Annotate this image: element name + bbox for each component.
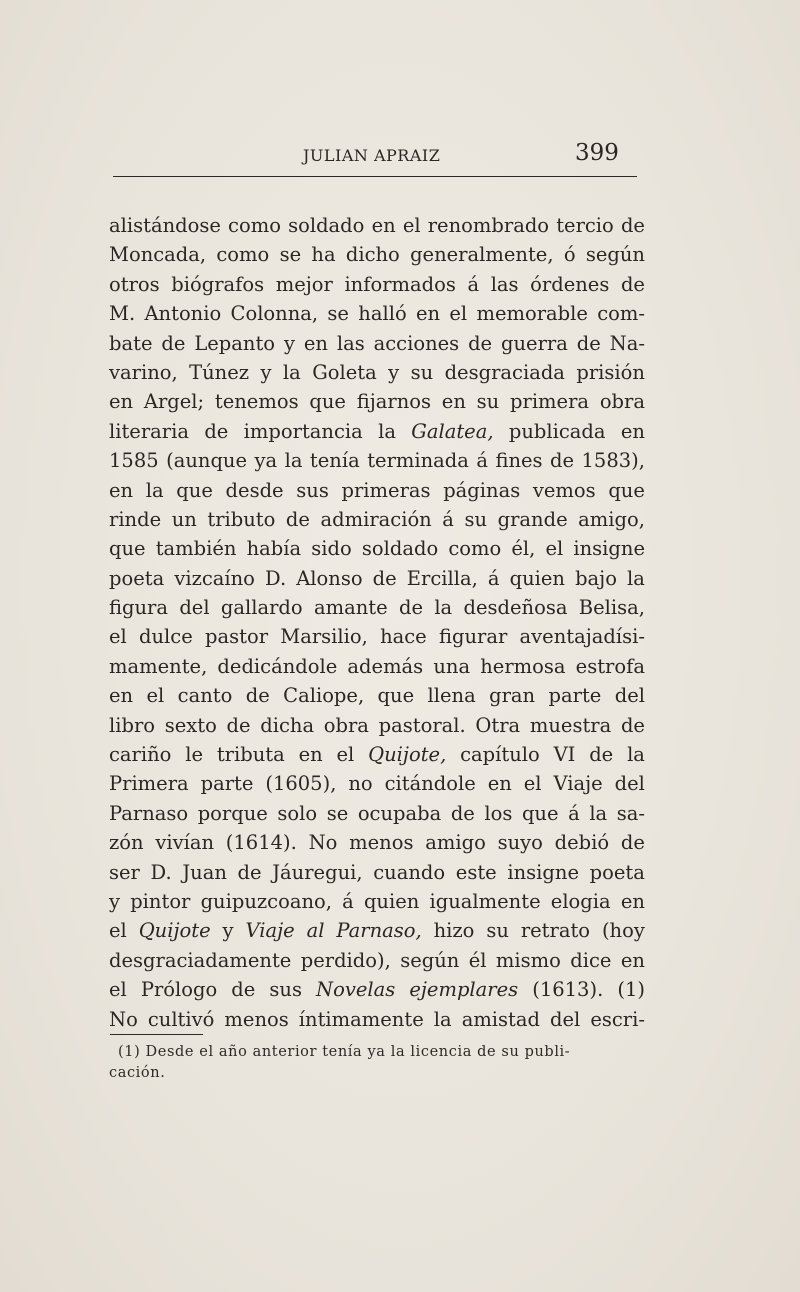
word: á <box>487 566 500 590</box>
word: dulce <box>139 625 193 649</box>
word: dedicándole <box>217 654 338 678</box>
word: á <box>342 889 354 913</box>
word: mejor <box>275 272 333 296</box>
word: hermosa <box>480 654 566 678</box>
word: libro <box>109 713 156 737</box>
word: menos <box>349 831 414 855</box>
word: alistándose <box>109 214 221 237</box>
word: Parnaso, <box>336 919 422 943</box>
word: á <box>568 801 580 825</box>
text-line <box>109 887 645 916</box>
word: se <box>327 302 349 326</box>
word: Viaje <box>553 772 603 796</box>
word: de <box>285 507 310 531</box>
word: suyo <box>497 831 543 855</box>
word: hace <box>380 625 427 649</box>
body-text <box>109 211 645 1034</box>
word: insigne <box>507 860 579 884</box>
word: en <box>441 390 466 414</box>
word: de <box>589 743 614 767</box>
word: de <box>226 713 251 737</box>
word: halló <box>358 302 407 326</box>
word: Prólogo <box>140 978 218 1002</box>
word: según <box>400 948 460 972</box>
word: la <box>433 1007 452 1031</box>
text-line <box>109 446 645 475</box>
word: generalmente, <box>410 243 554 267</box>
word: y <box>222 919 234 943</box>
word: ó <box>563 243 576 267</box>
word: sus <box>269 978 302 1002</box>
text-line <box>109 534 645 563</box>
word: y <box>283 331 295 355</box>
word: desgraciadamente <box>109 948 292 972</box>
word: mismo <box>495 948 561 972</box>
word: bate <box>109 331 153 355</box>
word: Lepanto <box>194 331 276 355</box>
text-line <box>109 828 645 857</box>
word: vivían <box>155 831 215 855</box>
word: otros <box>109 272 160 296</box>
word: prisión <box>576 360 645 384</box>
word: la <box>282 360 301 384</box>
word: dicho <box>345 243 400 267</box>
word: Antonio <box>144 302 222 326</box>
word: Moncada, <box>109 243 207 267</box>
word: ya <box>254 449 278 473</box>
word: órdenes <box>530 272 610 296</box>
word: como <box>216 243 270 267</box>
word: estrofa <box>575 654 645 678</box>
word: porque <box>197 801 268 825</box>
word: citándole <box>384 772 476 796</box>
word: Marsilio, <box>280 625 368 649</box>
word: pastoral. <box>378 713 466 737</box>
word: de <box>550 449 575 473</box>
word: Primera <box>109 772 189 796</box>
word: terminada <box>367 449 469 473</box>
word: se <box>326 801 349 825</box>
text-line <box>109 211 645 240</box>
word: Juan <box>182 860 227 884</box>
word: los <box>484 801 513 825</box>
text-line <box>109 358 645 387</box>
word: Belisa, <box>578 596 645 620</box>
word: acciones <box>373 331 460 355</box>
word: el <box>109 919 127 943</box>
text-line <box>109 505 645 534</box>
text-line <box>109 946 645 975</box>
word: tercio <box>556 214 614 237</box>
word: del <box>179 596 210 620</box>
page-header <box>0 140 800 170</box>
word: gallardo <box>220 596 303 620</box>
word: cuando <box>373 860 446 884</box>
word: desgraciada <box>444 360 565 384</box>
word: de <box>450 801 475 825</box>
word: en <box>298 743 323 767</box>
word: tenía <box>309 449 360 473</box>
word: biógrafos <box>171 272 265 296</box>
word: publicada <box>508 419 606 443</box>
word: en <box>415 302 441 326</box>
footnote-line: cación. <box>109 1065 166 1081</box>
word: su <box>486 919 509 943</box>
word: quien <box>363 889 420 913</box>
word: Na- <box>609 331 645 355</box>
word: una <box>433 654 471 678</box>
word: Caliope, <box>283 684 365 708</box>
word: amante <box>313 596 388 620</box>
word: Viaje <box>245 919 295 943</box>
word: la <box>284 449 303 473</box>
word: (1613). <box>532 978 604 1002</box>
word: de <box>161 331 186 355</box>
word: zón <box>109 831 144 855</box>
word: de <box>468 331 493 355</box>
word: la <box>378 419 396 443</box>
word: figura <box>109 596 168 620</box>
word: en <box>620 419 645 443</box>
word: el <box>449 302 468 326</box>
word: primera <box>510 390 590 414</box>
word: de <box>372 566 397 590</box>
word: amigo <box>425 831 486 855</box>
word: Alonso <box>296 566 363 590</box>
word: que <box>377 684 415 708</box>
word: amistad <box>461 1007 540 1031</box>
word: en <box>620 889 645 913</box>
word: capítulo <box>460 743 540 767</box>
word: sus <box>296 478 329 502</box>
word: pastor <box>205 625 269 649</box>
word: de <box>231 978 256 1002</box>
word: 1585 <box>109 449 159 473</box>
word: de <box>204 419 229 443</box>
word: (1614). <box>225 831 297 855</box>
word: elogia <box>550 889 611 913</box>
text-line <box>109 476 645 505</box>
text-line <box>109 593 645 622</box>
word: dice <box>570 948 612 972</box>
word: íntimamente <box>298 1007 424 1031</box>
word: de <box>620 214 645 237</box>
word: Galatea, <box>411 419 494 443</box>
word: amigo, <box>578 507 645 531</box>
word: á <box>467 272 480 296</box>
word: importancia <box>243 419 363 443</box>
word: en <box>109 684 134 708</box>
word: sa- <box>616 801 645 825</box>
text-line <box>109 564 645 593</box>
word: Quijote, <box>368 743 447 767</box>
word: del <box>614 684 645 708</box>
word: (1) <box>617 978 645 1002</box>
text-line <box>109 740 645 769</box>
word: Túnez <box>189 360 250 384</box>
word: de <box>576 331 601 355</box>
word: ha <box>311 243 336 267</box>
text-line <box>109 417 645 446</box>
text-line <box>109 329 645 358</box>
word: M. <box>109 302 136 326</box>
word: memorable <box>476 302 588 326</box>
word: No <box>308 831 338 855</box>
word: hizo <box>433 919 475 943</box>
word: Colonna, <box>230 302 319 326</box>
word: (hoy <box>601 919 645 943</box>
word: obra <box>599 390 645 414</box>
word: el <box>523 772 542 796</box>
text-line <box>109 858 645 887</box>
word: la <box>589 801 608 825</box>
word: ejemplares <box>409 978 519 1002</box>
word: primeras <box>341 478 431 502</box>
word: Jáuregui, <box>272 860 363 884</box>
word: que <box>109 537 146 561</box>
word: del <box>550 1007 581 1031</box>
word: escri- <box>590 1007 645 1031</box>
word: el <box>336 743 355 767</box>
word: la <box>145 478 164 502</box>
word: bajo <box>575 566 617 590</box>
word: Ercilla, <box>406 566 478 590</box>
word: también <box>155 537 237 561</box>
word: el <box>109 978 127 1002</box>
word: en <box>620 948 645 972</box>
text-line <box>109 975 645 1004</box>
word: grande <box>497 507 568 531</box>
word: mamente, <box>109 654 208 678</box>
word: en <box>371 214 396 237</box>
word: según <box>585 243 645 267</box>
word: Otra <box>475 713 521 737</box>
word: la <box>434 596 453 620</box>
word: com- <box>597 302 645 326</box>
word: que <box>176 478 213 502</box>
word: de <box>620 713 645 737</box>
word: Quijote <box>138 919 211 943</box>
word: él, <box>511 537 536 561</box>
word: poeta <box>589 860 645 884</box>
word: las <box>490 272 519 296</box>
word: llena <box>427 684 476 708</box>
word: admiración <box>320 507 432 531</box>
word: renombrado <box>427 214 550 237</box>
word: Novelas <box>316 978 396 1002</box>
word: 1583), <box>581 449 645 473</box>
word: de <box>237 860 262 884</box>
footnote <box>109 1042 645 1084</box>
word: soldado <box>361 537 439 561</box>
word: aventajadísi- <box>519 625 645 649</box>
word: VI <box>553 743 576 767</box>
word: igualmente <box>429 889 541 913</box>
word: en <box>109 390 134 414</box>
word: tributa <box>216 743 285 767</box>
text-line <box>109 240 645 269</box>
word: D. <box>150 860 172 884</box>
word: fijarnos <box>356 390 432 414</box>
word: quien <box>509 566 565 590</box>
text-line <box>109 299 645 328</box>
word: soldado <box>288 214 365 237</box>
word: su <box>476 390 500 414</box>
word: había <box>246 537 302 561</box>
word: que <box>309 390 346 414</box>
word: pintor <box>130 889 191 913</box>
word: (aunque <box>166 449 248 473</box>
word: el <box>109 625 127 649</box>
word: un <box>171 507 197 531</box>
word: debió <box>554 831 610 855</box>
word: obra <box>323 713 369 737</box>
text-line <box>109 1005 645 1034</box>
word: su <box>464 507 488 531</box>
word: dicha <box>260 713 315 737</box>
word: guerra <box>501 331 568 355</box>
word: al <box>306 919 325 943</box>
word: sido <box>311 537 352 561</box>
word: parte <box>200 772 254 796</box>
word: parte <box>548 684 602 708</box>
word: las <box>336 331 365 355</box>
word: figurar <box>438 625 508 649</box>
word: poeta <box>109 566 165 590</box>
word: este <box>455 860 497 884</box>
word: informados <box>344 272 456 296</box>
word: la <box>627 743 645 767</box>
word: Goleta <box>312 360 377 384</box>
text-line <box>109 622 645 651</box>
word: guipuzcoano, <box>200 889 332 913</box>
word: fines <box>495 449 543 473</box>
word: el <box>146 684 165 708</box>
word: en <box>487 772 512 796</box>
word: cariño <box>109 743 172 767</box>
word: del <box>614 772 645 796</box>
text-line <box>109 711 645 740</box>
word: gran <box>489 684 536 708</box>
word: de <box>620 272 645 296</box>
header-rule <box>113 176 637 177</box>
footnote-line: (1) Desde el año anterior tenía ya la licencia de su publi- <box>118 1044 571 1060</box>
word: como <box>228 214 281 237</box>
word: tenemos <box>214 390 299 414</box>
word: en <box>303 331 328 355</box>
word: y <box>388 360 400 384</box>
word: páginas <box>443 478 521 502</box>
word: rinde <box>109 507 162 531</box>
word: vizcaíno <box>174 566 255 590</box>
word: retrato <box>520 919 591 943</box>
running-head: JULIAN APRAIZ <box>303 146 441 165</box>
word: menos <box>224 1007 289 1031</box>
word: se <box>279 243 302 267</box>
text-line <box>109 916 645 945</box>
word: no <box>348 772 373 796</box>
word: insigne <box>573 537 645 561</box>
word: solo <box>277 801 318 825</box>
word: á <box>442 507 454 531</box>
word: No <box>109 1007 138 1031</box>
word: como <box>448 537 502 561</box>
word: Parnaso <box>109 801 189 825</box>
word: el <box>545 537 564 561</box>
word: de <box>245 684 270 708</box>
page-number: 399 <box>575 140 619 166</box>
word: desde <box>225 478 284 502</box>
word: que <box>521 801 559 825</box>
word: la <box>627 566 645 590</box>
word: y <box>260 360 272 384</box>
word: Argel; <box>143 390 205 414</box>
word: el <box>402 214 421 237</box>
word: ser <box>109 860 140 884</box>
text-line <box>109 652 645 681</box>
word: muestra <box>529 713 612 737</box>
word: él <box>468 948 487 972</box>
text-line <box>109 387 645 416</box>
word: de <box>398 596 423 620</box>
word: desdeñosa <box>463 596 568 620</box>
word: de <box>620 831 645 855</box>
word: varino, <box>109 360 178 384</box>
text-line <box>109 270 645 299</box>
word: y <box>109 889 121 913</box>
word: su <box>410 360 434 384</box>
text-line <box>109 681 645 710</box>
text-line <box>109 769 645 798</box>
word: le <box>185 743 204 767</box>
word: en <box>109 478 134 502</box>
footnote-rule <box>110 1034 203 1035</box>
word: sexto <box>164 713 217 737</box>
word: canto <box>177 684 233 708</box>
word: además <box>347 654 424 678</box>
word: que <box>608 478 645 502</box>
word: á <box>476 449 488 473</box>
word: ocupaba <box>357 801 442 825</box>
word: literaria <box>109 419 189 443</box>
word: (1605), <box>265 772 337 796</box>
word: vemos <box>532 478 596 502</box>
word: perdido), <box>300 948 391 972</box>
word: cultivó <box>147 1007 215 1031</box>
word: D. <box>265 566 287 590</box>
text-line <box>109 799 645 828</box>
word: tributo <box>207 507 276 531</box>
